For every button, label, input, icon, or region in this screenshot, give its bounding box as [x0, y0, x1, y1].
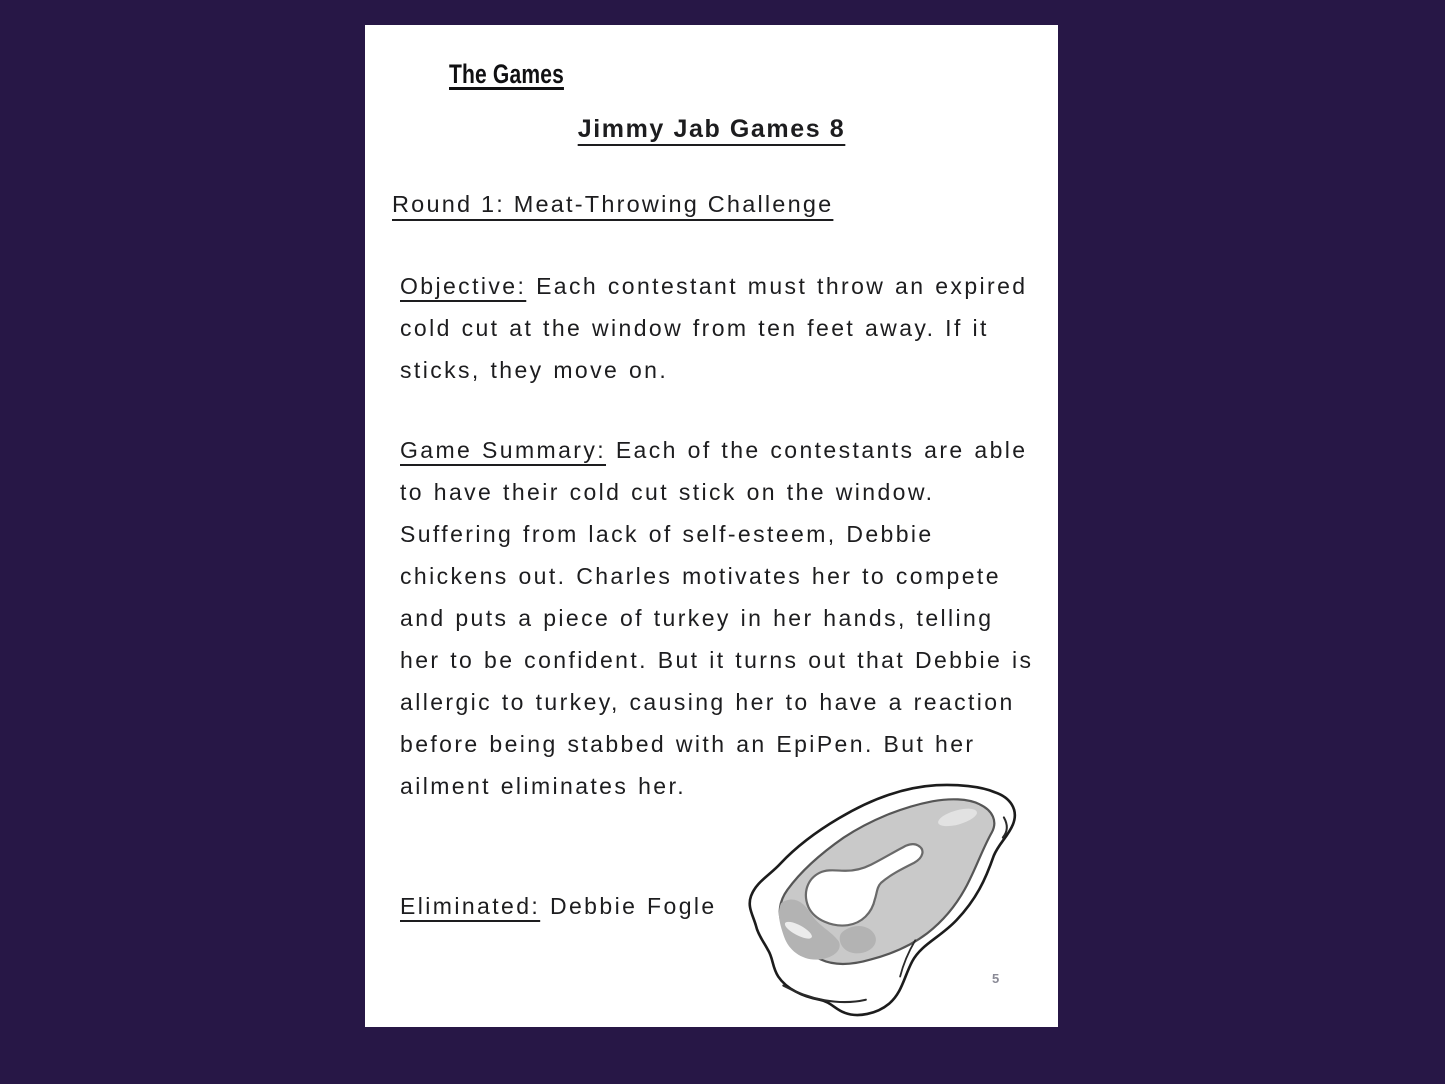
document-header	[449, 59, 596, 90]
objective-label: Objective:	[400, 273, 527, 299]
page-number: 5	[992, 971, 1000, 986]
objective-paragraph	[400, 265, 1036, 391]
eliminated-label: Eliminated:	[400, 893, 541, 919]
document-page	[365, 25, 1058, 1027]
game-summary-label: Game Summary:	[400, 437, 607, 463]
round-heading: Round 1: Meat-Throwing Challenge	[392, 191, 834, 217]
page-title: Jimmy Jab Games 8	[577, 115, 846, 143]
game-summary-text: Each of the contestants are able to have their cold cut stick on the window. Suffering from lack of self-esteem, Debbie chickens out. Charles motivates her to compete and puts a piece of turkey in her hands, telling her to be confident. But it turns out that Debbie is allergic to turkey, causing her to have a reaction before being stabbed with an EpiPen. But her ailment eliminates her.	[400, 437, 1034, 799]
objective-text: Each contestant must throw an expired cold cut at the window from ten feet away. If it sticks, they move on.	[400, 273, 1028, 383]
eliminated-text: Debbie Fogle	[549, 893, 717, 919]
steak-illustration	[743, 778, 1025, 1022]
game-summary-paragraph	[400, 429, 1036, 807]
header-title: The Games	[449, 59, 564, 89]
